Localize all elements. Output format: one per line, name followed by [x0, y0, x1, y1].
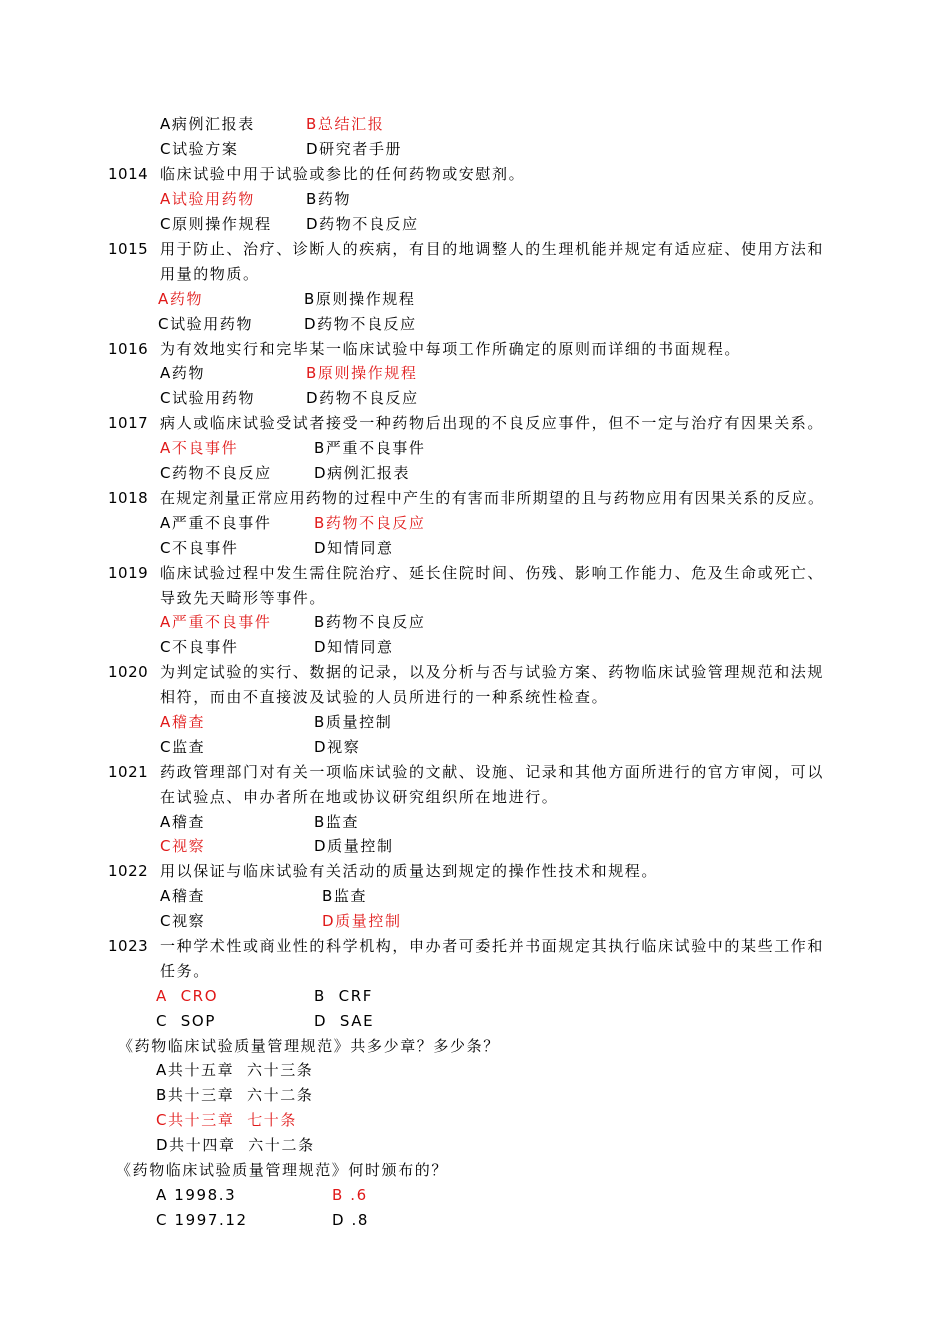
question-text: 临床试验过程中发生需住院治疗、延长住院时间、伤残、影响工作能力、危及生命或死亡、 [160, 564, 825, 582]
question-text: 药政管理部门对有关一项临床试验的文献、设施、记录和其他方面所进行的官方审阅，可以 [160, 763, 825, 781]
option-c-answer: C共十三章 七十条 [156, 1111, 298, 1129]
option-b: B原则操作规程 [304, 290, 416, 308]
question-number: 1021 [108, 763, 149, 781]
option-c: C原则操作规程 [160, 215, 272, 233]
option-b: B监查 [314, 813, 360, 831]
question-text-cont: 导致先天畸形等事件。 [160, 589, 327, 607]
question-text: 《药物临床试验质量管理规范》共多少章？多少条？ [118, 1037, 500, 1055]
option-b: B CRF [314, 987, 373, 1005]
option-d: D共十四章 六十二条 [156, 1136, 315, 1154]
option-d: D药物不良反应 [304, 315, 417, 333]
question-number: 1023 [108, 937, 149, 955]
option-c: C SOP [156, 1012, 216, 1030]
option-d: D质量控制 [314, 837, 394, 855]
option-a: A共十五章 六十三条 [156, 1061, 314, 1079]
option-d: D知情同意 [314, 638, 394, 656]
option-a: A稽查 [160, 813, 206, 831]
option-b: B监查 [322, 887, 368, 905]
option-b: B药物 [306, 190, 352, 208]
option-b-answer: B总结汇报 [306, 115, 385, 133]
option-d: D知情同意 [314, 539, 394, 557]
option-a: A病例汇报表 [160, 115, 255, 133]
question-text: 为判定试验的实行、数据的记录，以及分析与否与试验方案、药物临床试验管理规范和法规 [160, 663, 825, 681]
option-c: C监查 [160, 738, 206, 756]
question-number: 1017 [108, 414, 149, 432]
option-b-answer: B .6 [332, 1186, 368, 1204]
option-c: C不良事件 [160, 638, 239, 656]
option-b: B严重不良事件 [314, 439, 426, 457]
option-d: D研究者手册 [306, 140, 403, 158]
option-a-answer: A药物 [158, 290, 204, 308]
option-b-answer: B药物不良反应 [314, 514, 426, 532]
option-a: A稽查 [160, 887, 206, 905]
option-a-answer: A稽查 [160, 713, 206, 731]
option-b: B质量控制 [314, 713, 393, 731]
option-b: B药物不良反应 [314, 613, 426, 631]
option-d: D药物不良反应 [306, 215, 419, 233]
option-c: C试验方案 [160, 140, 239, 158]
question-text-cont: 任务。 [160, 962, 210, 980]
option-d-answer: D质量控制 [322, 912, 402, 930]
question-number: 1016 [108, 340, 149, 358]
question-text: 临床试验中用于试验或参比的任何药物或安慰剂。 [160, 165, 526, 183]
question-number: 1015 [108, 240, 149, 258]
question-text-cont: 在试验点、申办者所在地或协议研究组织所在地进行。 [160, 788, 559, 806]
option-a-answer: A CRO [156, 987, 219, 1005]
question-text: 用于防止、治疗、诊断人的疾病，有目的地调整人的生理机能并规定有适应症、使用方法和 [160, 240, 825, 258]
question-number: 1014 [108, 165, 149, 183]
option-c: C不良事件 [160, 539, 239, 557]
option-a-answer: A试验用药物 [160, 190, 255, 208]
question-number: 1022 [108, 862, 149, 880]
option-d: D SAE [314, 1012, 375, 1030]
question-text: 病人或临床试验受试者接受一种药物后出现的不良反应事件，但不一定与治疗有因果关系。 [160, 414, 825, 432]
option-c: C 1997.12 [156, 1211, 248, 1229]
question-text-cont: 相符，而由不直接波及试验的人员所进行的一种系统性检查。 [160, 688, 609, 706]
option-d: D药物不良反应 [306, 389, 419, 407]
question-number: 1018 [108, 489, 149, 507]
option-a: A 1998.3 [156, 1186, 237, 1204]
question-text-cont: 用量的物质。 [160, 265, 260, 283]
option-d: D病例汇报表 [314, 464, 411, 482]
question-number: 1019 [108, 564, 149, 582]
option-a: A药物 [160, 364, 206, 382]
option-c: C试验用药物 [158, 315, 254, 333]
option-b: B共十三章 六十二条 [156, 1086, 314, 1104]
option-a-answer: A严重不良事件 [160, 613, 272, 631]
question-text: 一种学术性或商业性的科学机构，申办者可委托并书面规定其执行临床试验中的某些工作和 [160, 937, 825, 955]
question-number: 1020 [108, 663, 149, 681]
option-a-answer: A不良事件 [160, 439, 239, 457]
option-c: C药物不良反应 [160, 464, 272, 482]
option-a: A严重不良事件 [160, 514, 272, 532]
option-c: C试验用药物 [160, 389, 256, 407]
question-text: 为有效地实行和完毕某一临床试验中每项工作所确定的原则而详细的书面规程。 [160, 340, 742, 358]
option-d: D视察 [314, 738, 361, 756]
option-c: C视察 [160, 912, 206, 930]
option-d: D .8 [332, 1211, 370, 1229]
option-c-answer: C视察 [160, 837, 206, 855]
question-text: 《药物临床试验质量管理规范》何时颁布的？ [116, 1161, 449, 1179]
option-b-answer: B原则操作规程 [306, 364, 418, 382]
question-text: 用以保证与临床试验有关活动的质量达到规定的操作性技术和规程。 [160, 862, 659, 880]
question-text: 在规定剂量正常应用药物的过程中产生的有害而非所期望的且与药物应用有因果关系的反应。 [160, 489, 825, 507]
